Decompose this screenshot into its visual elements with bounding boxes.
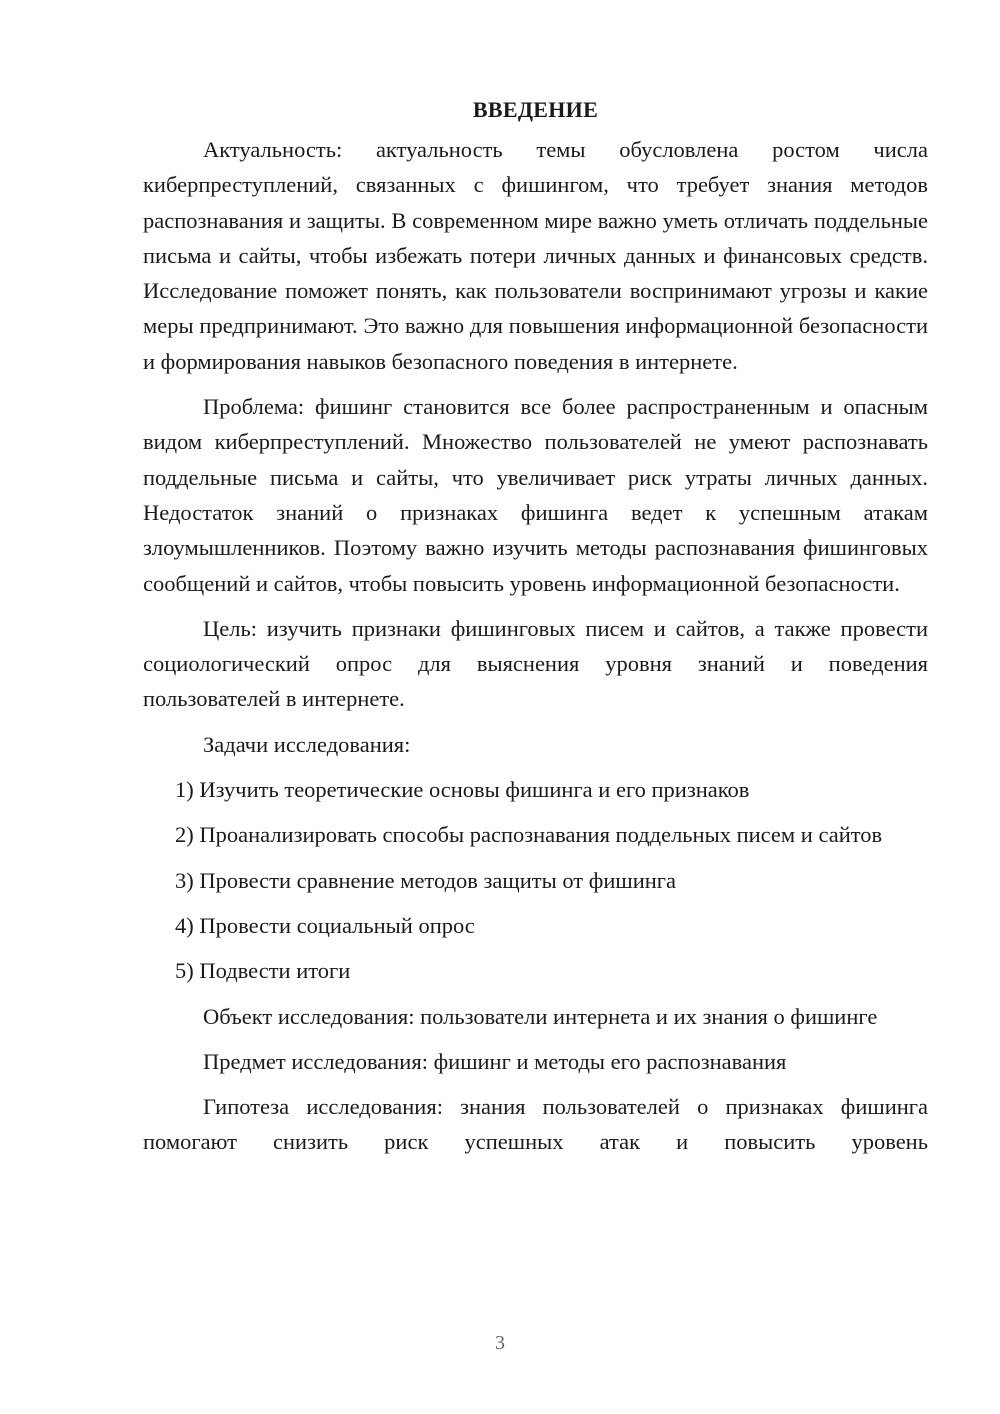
paragraph-hypothesis: Гипотеза исследования: знания пользователей о признаках фишинга помогают снизить риск успешных атак и повысить уровень [143, 1094, 928, 1155]
paragraph-subject: Предмет исследования: фишинг и методы его распознавания [203, 1048, 787, 1074]
task-item-4: 4) Провести социальный опрос [175, 912, 475, 938]
paragraph-goal: Цель: изучить признаки фишинговых писем и сайтов, а также провести социологический опрос для выяснения уровня знаний и поведения пользователей в интернете. [143, 615, 928, 712]
paragraph-tasks-label: Задачи исследования: [203, 731, 411, 757]
document-page [143, 92, 928, 1160]
task-item-3: 3) Провести сравнение методов защиты от фишинга [175, 867, 676, 893]
task-item-5: 5) Подвести итоги [175, 958, 351, 984]
page-number: 3 [495, 1332, 505, 1354]
section-heading: ВВЕДЕНИЕ [472, 97, 599, 122]
paragraph-problem: Проблема: фишинг становится все более распространенным и опасным видом киберпреступлений. Множество пользователей не умеют распознавать поддельные письма и сайты, что увеличивает риск утраты личных данных. Недостаток знаний о признаках фишинга ведет к успешным атакам злоумышленников. Поэтому важно изучить методы распознавания фишинговых сообщений и сайтов, чтобы повысить уровень информационной безопасности. [143, 394, 928, 596]
paragraph-relevance: Актуальность: актуальность темы обусловлена ростом числа киберпреступлений, связанных с фишингом, что требует знания методов распознавания и защиты. В современном мире важно уметь отличать поддельные письма и сайты, чтобы избежать потери личных данных и финансовых средств. Исследование поможет понять, как пользователи воспринимают угрозы и какие меры предпринимают. Это важно для повышения информационной безопасности и формирования навыков безопасного поведения в интернете. [143, 137, 928, 374]
task-item-2: 2) Проанализировать способы распознавания поддельных писем и сайтов [175, 822, 883, 848]
paragraph-object: Объект исследования: пользователи интернета и их знания о фишинге [203, 1003, 878, 1029]
task-item-1: 1) Изучить теоретические основы фишинга и его признаков [175, 777, 750, 803]
